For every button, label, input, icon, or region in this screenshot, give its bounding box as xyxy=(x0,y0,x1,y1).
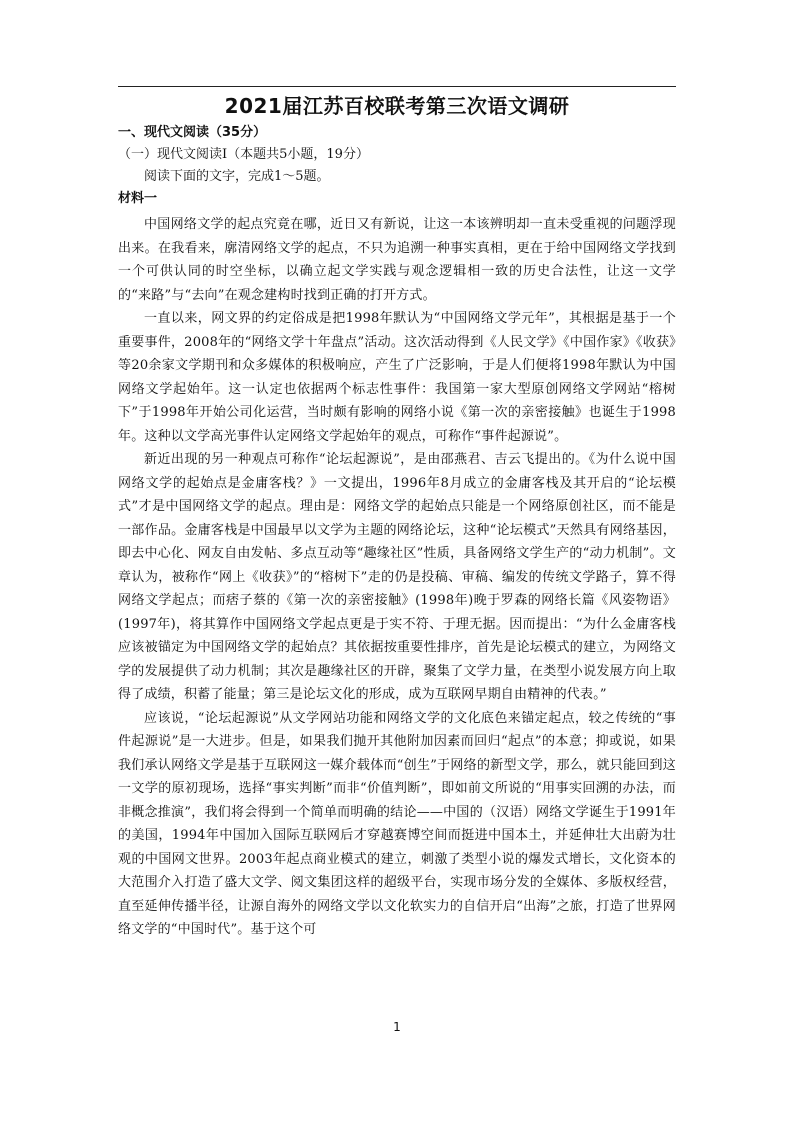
page-number: 1 xyxy=(393,1020,401,1034)
subsection-heading: （一）现代文阅读Ⅰ（本题共5小题，19分） xyxy=(118,147,369,162)
section-heading: 一、现代文阅读（35分） xyxy=(118,125,267,140)
header-rule xyxy=(118,86,676,87)
reading-instruction: 阅读下面的文字，完成1～5题。 xyxy=(144,169,330,184)
paragraph-4: 应该说，“论坛起源说”从文学网站功能和网络文学的文化底色来锚定起点，较之传统的“事件起源说”是一大进步。但是，如果我们抛开其他附加因素而回归“起点”的本意；抑或说，如果我们承认网络文学是基于互联网这一媒介载体而“创生”于网络的新型文学，那么，就只能回到这一文学的原初现场，选择“事实判断”而非“价值判断”，即如前文所说的“用事实回溯的办法，而非概念推演”，我们将会得到一个简单而明确的结论——中国的（汉语）网络文学诞生于1991年的美国，1994年中国加入国际互联网后才穿越赛博空间而挺进中国本土，并延伸壮大出蔚为壮观的中国网文世界。2003年起点商业模式的建立，刺激了类型小说的爆发式增长，文化资本的大范围介入打造了盛大文学、阅文集团这样的超级平台，实现市场分发的全媒体、多版权经营，直至延伸传播半径，让源自海外的网络文学以文化软实力的自信开启“出海”之旅，打造了世界网络文学的“中国时代”。基于这个可 xyxy=(118,710,676,937)
document-page xyxy=(118,92,676,942)
paragraph-3: 新近出现的另一种观点可称作“论坛起源说”，是由邵燕君、吉云飞提出的。《为什么说中国网络文学的起始点是金庸客栈？》一文提出，1996年8月成立的金庸客栈及其开启的“论坛模式”才是中国网络文学的起点。理由是：网络文学的起始点只能是一个网络原创社区，而不能是一部作品。金庸客栈是中国最早以文学为主题的网络论坛，这种“论坛模式”天然具有网络基因，即去中心化、网友自由发帖、多点互动等“趣缘社区”性质，具备网络文学生产的“动力机制”。文章认为，被称作“网上《收获》”的“榕树下”走的仍是投稿、审稿、编发的传统文学路子，算不得网络文学起点；而痞子蔡的《第一次的亲密接触》(1998年)晚于罗森的网络长篇《风姿物语》(1997年)，将其算作中国网络文学起点更是于实不符、于理无据。因而提出：“为什么金庸客栈应该被锚定为中国网络文学的起始点？其依据按重要性排序，首先是论坛模式的建立，为网络文学的发展提供了动力机制；其次是趣缘社区的开辟，聚集了文学力量，在类型小说发展方向上取得了成绩，积蓄了能量；第三是论坛文化的形成，成为互联网早期自由精神的代表。” xyxy=(118,452,676,702)
paragraph-2: 一直以来，网文界的约定俗成是把1998年默认为“中国网络文学元年”，其根据是基于一个重要事件，2008年的“网络文学十年盘点”活动。这次活动得到《人民文学》《中国作家》《收获》等20余家文学期刊和众多媒体的积极响应，产生了广泛影响，于是人们便将1998年默认为中国网络文学起始年。这一认定也依据两个标志性事件：我国第一家大型原创网络文学网站“榕树下”于1998年开始公司化运营，当时颇有影响的网络小说《第一次的亲密接触》也诞生于1998年。这种以文学高光事件认定网络文学起始年的观点，可称作“事件起源说”。 xyxy=(118,311,676,444)
paragraph-1: 中国网络文学的起点究竟在哪，近日又有新说，让这一本该辨明却一直未受重视的问题浮现出来。在我看来，廓清网络文学的起点，不只为追溯一种事实真相，更在于给中国网络文学找到一个可供认同的时空坐标，以确立起文学实践与观念逻辑相一致的历史合法性，让这一文学的“来路”与“去向”在观念建构时找到正确的打开方式。 xyxy=(118,217,676,303)
document-title: 2021届江苏百校联考第三次语文调研 xyxy=(224,94,570,118)
material-label: 材料一 xyxy=(118,191,158,206)
